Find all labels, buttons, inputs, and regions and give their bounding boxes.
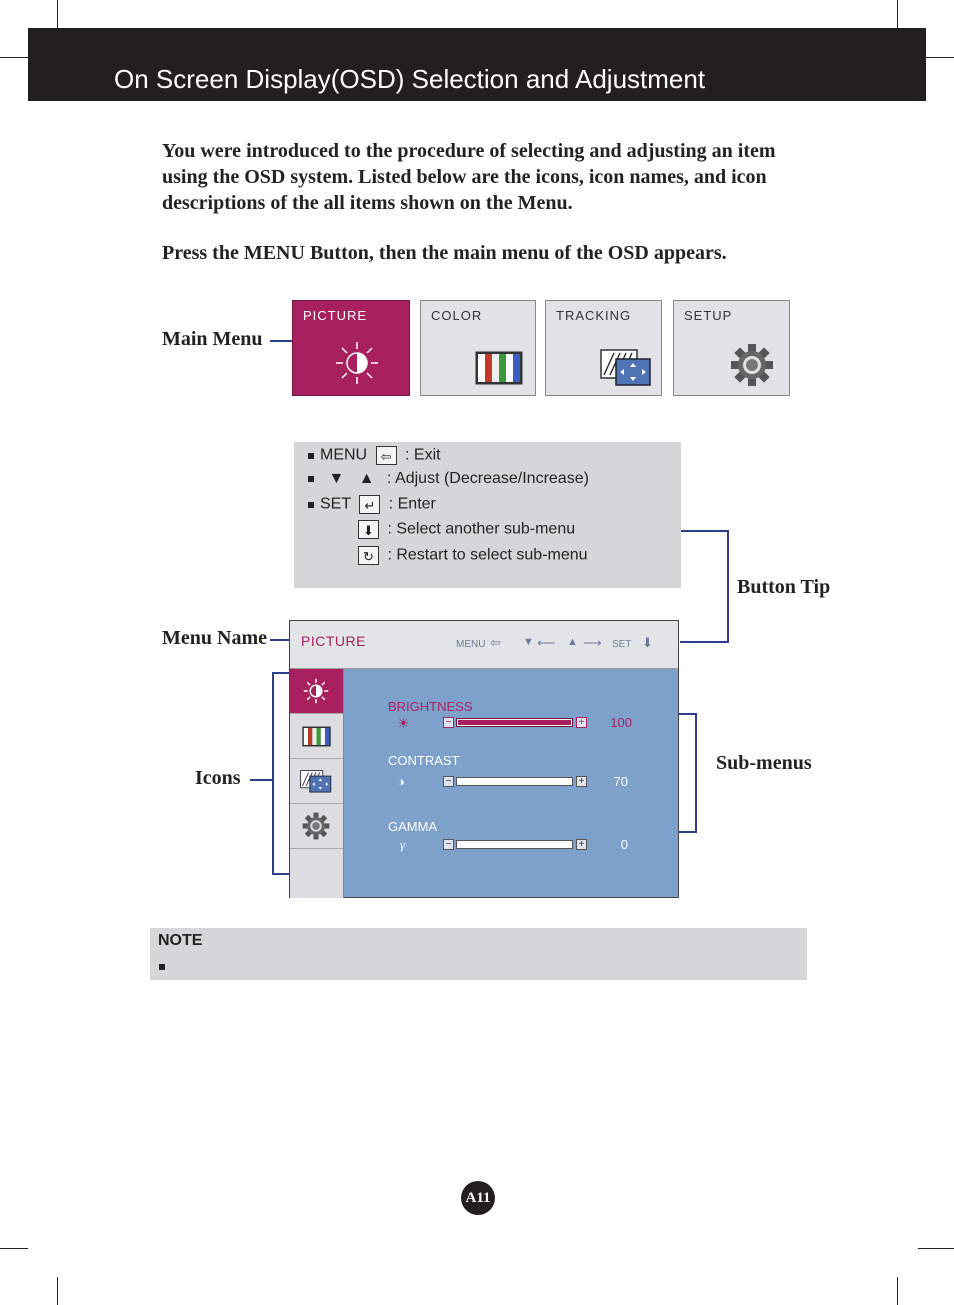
- tab-tracking-label: TRACKING: [556, 308, 632, 323]
- menu-name-leader-line: [270, 639, 290, 641]
- crop-mark: [0, 57, 28, 58]
- restart-key-icon: ↻: [358, 546, 379, 565]
- tip-restart-row: [354, 546, 588, 565]
- icons-leader-line: [272, 873, 290, 875]
- crop-mark: [0, 1248, 28, 1249]
- bullet: [308, 476, 314, 482]
- tab-color-label: COLOR: [431, 308, 483, 323]
- icons-callout: Icons: [195, 767, 241, 789]
- osd-icon-tracking[interactable]: [290, 759, 343, 804]
- enter-key-icon: ↵: [359, 495, 380, 514]
- note-box: [150, 928, 807, 980]
- contrast-value: 70: [613, 774, 628, 789]
- gamma-value: 0: [620, 837, 628, 852]
- brightness-value: 100: [610, 715, 632, 730]
- crop-mark: [57, 0, 58, 28]
- tip-adjust-desc: : Adjust (Decrease/Increase): [387, 470, 589, 487]
- osd-icon-column: [290, 669, 344, 898]
- crop-mark: [897, 0, 898, 28]
- decrease-contrast-button[interactable]: −: [443, 776, 454, 787]
- tip-menu-desc: : Exit: [405, 446, 441, 464]
- button-tip-callout: Button Tip: [737, 576, 831, 598]
- press-instruction: Press the MENU Button, then the main menu of the OSD appears.: [162, 242, 727, 264]
- button-tip-panel: [294, 442, 681, 588]
- tip-restart-desc: : Restart to select sub-menu: [387, 546, 588, 564]
- tab-setup-label: SETUP: [684, 308, 733, 323]
- contrast-slider-fill: [458, 779, 537, 784]
- tip-menu-row: [308, 446, 441, 465]
- sub-menus-leader-line: [695, 713, 697, 833]
- contrast-slider[interactable]: [456, 777, 573, 786]
- page-number: A11: [461, 1181, 495, 1215]
- decrease-brightness-button[interactable]: −: [443, 717, 454, 728]
- tab-color[interactable]: [420, 300, 536, 396]
- brightness-icon: [302, 677, 330, 705]
- button-tip-leader-line: [680, 641, 729, 643]
- osd-hint-set: SET: [612, 639, 632, 650]
- icons-leader-line: [272, 672, 274, 875]
- brightness-symbol: ☀: [397, 715, 410, 731]
- brightness-icon: [333, 339, 381, 387]
- page-title: On Screen Display(OSD) Selection and Adjustment: [114, 64, 706, 94]
- tracking-icon: [600, 347, 652, 387]
- tip-set-label: SET: [320, 495, 351, 513]
- bullet: [308, 453, 314, 459]
- icons-leader-line: [272, 672, 290, 674]
- tab-setup[interactable]: [673, 300, 790, 396]
- crop-mark: [926, 57, 954, 58]
- bullet: [159, 964, 165, 970]
- sub-menus-callout: Sub-menus: [716, 752, 812, 774]
- increase-gamma-button[interactable]: +: [576, 839, 587, 850]
- main-menu-leader-line: [270, 340, 293, 342]
- color-bars-icon: [475, 351, 523, 385]
- exit-key-icon: ⇦: [376, 446, 397, 465]
- menu-name-callout: Menu Name: [162, 627, 267, 649]
- osd-icon-picture[interactable]: [290, 669, 343, 714]
- main-menu-callout: Main Menu: [162, 328, 263, 350]
- triangle-up-icon: ▲: [358, 470, 375, 487]
- up-triangle-hint-icon: ▲: [567, 636, 578, 648]
- button-tip-leader-line: [681, 530, 729, 532]
- tab-picture[interactable]: [292, 300, 410, 396]
- gear-icon: [302, 812, 330, 840]
- icons-leader-line: [250, 779, 274, 781]
- brightness-slider[interactable]: [456, 718, 573, 727]
- button-tip-leader-line: [727, 530, 729, 643]
- down-arrow-key-icon: ⬇: [358, 520, 379, 539]
- tip-set-desc: : Enter: [388, 495, 436, 513]
- tip-menu-label: MENU: [320, 446, 368, 464]
- right-arrow-hint-icon: ⟶: [583, 635, 602, 650]
- osd-icon-setup[interactable]: [290, 804, 343, 849]
- tracking-icon: [300, 768, 332, 794]
- gamma-slider[interactable]: [456, 840, 573, 849]
- decrease-gamma-button[interactable]: −: [443, 839, 454, 850]
- tab-picture-label: PICTURE: [303, 308, 368, 323]
- down-arrow-hint-icon: ⬇: [642, 635, 653, 650]
- bullet: [308, 502, 314, 508]
- osd-icon-color[interactable]: [290, 714, 343, 759]
- down-triangle-hint-icon: ▼: [523, 636, 534, 648]
- contrast-symbol: ◑: [397, 774, 405, 789]
- tip-set-row: [308, 495, 436, 514]
- osd-header: [290, 621, 678, 669]
- osd-hint-menu: MENU: [456, 639, 486, 650]
- color-bars-icon: [302, 726, 331, 747]
- exit-hint-icon: ⇦: [490, 635, 501, 650]
- increase-contrast-button[interactable]: +: [576, 776, 587, 787]
- gear-icon: [730, 343, 774, 387]
- crop-mark: [897, 1277, 898, 1305]
- sub-menus-leader-line: [679, 831, 697, 833]
- increase-brightness-button[interactable]: +: [576, 717, 587, 728]
- osd-window: [289, 620, 679, 898]
- gamma-slider-fill: [458, 842, 509, 847]
- brightness-slider-fill: [458, 720, 571, 725]
- note-title: NOTE: [158, 932, 203, 949]
- left-arrow-hint-icon: ⟵: [537, 635, 556, 650]
- triangle-down-icon: ▼: [328, 470, 345, 487]
- contrast-label: CONTRAST: [388, 753, 460, 768]
- crop-mark: [57, 1277, 58, 1305]
- gamma-symbol: γ: [400, 837, 406, 852]
- tip-select-desc: : Select another sub-menu: [387, 520, 576, 538]
- tip-select-row: [354, 520, 575, 539]
- intro-paragraph: You were introduced to the procedure of selecting and adjusting an item using the OSD system. Listed below are the icons, icon names, and icon descriptions of the all items shown on the Menu.: [162, 140, 776, 214]
- tip-adjust-row: [308, 470, 589, 488]
- tab-tracking[interactable]: [545, 300, 662, 396]
- osd-menu-name: PICTURE: [301, 633, 366, 649]
- crop-mark: [918, 1248, 954, 1249]
- gamma-label: GAMMA: [388, 819, 438, 834]
- brightness-label: BRIGHTNESS: [388, 699, 473, 714]
